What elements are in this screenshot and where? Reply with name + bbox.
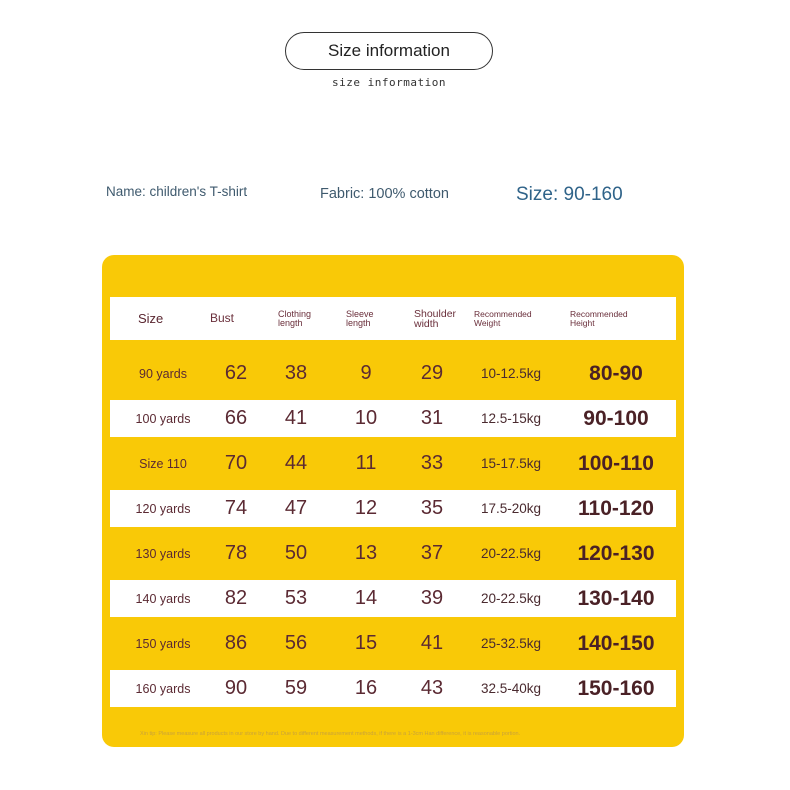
cell-clothing-length: 47 (284, 497, 308, 519)
cell-recommended-weight: 15-17.5kg (480, 456, 542, 471)
page-title-pill (285, 32, 493, 70)
cell-shoulder-width: 33 (420, 452, 444, 474)
cell-clothing-length: 44 (284, 452, 308, 474)
header-recommended-height: Recommended Height (570, 308, 628, 328)
cell-size: 140 yards (135, 591, 191, 606)
cell-recommended-weight: 17.5-20kg (480, 501, 542, 516)
table-row (110, 625, 676, 662)
cell-sleeve-length: 9 (360, 362, 372, 384)
cell-recommended-weight: 20-22.5kg (480, 546, 542, 561)
cell-shoulder-width: 31 (420, 407, 444, 429)
table-row (110, 355, 676, 392)
cell-sleeve-length: 15 (354, 632, 378, 654)
cell-recommended-height: 150-160 (577, 676, 655, 700)
page-subtitle: size information (332, 76, 446, 89)
cell-shoulder-width: 35 (420, 497, 444, 519)
cell-clothing-length: 41 (284, 407, 308, 429)
cell-sleeve-length: 11 (355, 452, 377, 474)
header-bust: Bust (210, 311, 235, 325)
cell-recommended-height: 100-110 (578, 451, 654, 475)
cell-recommended-weight: 25-32.5kg (480, 636, 542, 651)
cell-size: 130 yards (135, 546, 191, 561)
cell-size: Size 110 (139, 456, 187, 471)
table-row (110, 445, 676, 482)
cell-recommended-weight: 20-22.5kg (480, 591, 542, 606)
cell-size: 100 yards (135, 411, 191, 426)
cell-recommended-height: 90-100 (583, 406, 649, 430)
cell-bust: 62 (224, 362, 248, 384)
cell-size: 90 yards (139, 366, 187, 381)
cell-recommended-weight: 12.5-15kg (480, 411, 542, 426)
cell-bust: 86 (224, 632, 248, 654)
cell-clothing-length: 56 (284, 632, 308, 654)
cell-bust: 90 (224, 677, 248, 699)
table-row (110, 400, 676, 437)
page-title: Size information (328, 41, 450, 60)
cell-shoulder-width: 37 (420, 542, 444, 564)
cell-size: 150 yards (135, 636, 191, 651)
cell-recommended-weight: 32.5-40kg (480, 681, 542, 696)
cell-recommended-height: 110-120 (578, 496, 654, 520)
cell-bust: 82 (224, 587, 248, 609)
header-shoulder-width: Shoulder width (414, 307, 457, 330)
table-row (110, 490, 676, 527)
cell-recommended-height: 130-140 (577, 586, 655, 610)
product-name: Name: children's T-shirt (106, 184, 248, 199)
header-clothing-length: Clothing length (278, 308, 312, 328)
cell-sleeve-length: 14 (354, 587, 378, 609)
table-row (110, 535, 676, 572)
cell-clothing-length: 53 (284, 587, 308, 609)
cell-clothing-length: 38 (284, 362, 308, 384)
cell-shoulder-width: 39 (420, 587, 444, 609)
cell-size: 120 yards (135, 501, 191, 516)
header-size: Size (138, 311, 164, 326)
measurement-tip: Xin tip: Please measure all products in our store by hand. Due to different measurement methods, if there is a 1-3cm Han difference, it is reasonable portion. (140, 731, 521, 737)
cell-shoulder-width: 41 (420, 632, 444, 654)
cell-recommended-height: 80-90 (589, 361, 643, 385)
product-size-range: Size: 90-160 (516, 184, 623, 205)
cell-clothing-length: 50 (284, 542, 308, 564)
cell-sleeve-length: 10 (354, 407, 378, 429)
cell-recommended-height: 120-130 (577, 541, 655, 565)
cell-bust: 74 (224, 497, 248, 519)
cell-bust: 66 (224, 407, 248, 429)
cell-sleeve-length: 16 (354, 677, 378, 699)
header-recommended-weight: Recommended Weight (474, 308, 532, 328)
header-sleeve-length: Sleeve length (346, 308, 374, 328)
cell-recommended-weight: 10-12.5kg (480, 366, 542, 381)
table-row (110, 670, 676, 707)
cell-recommended-height: 140-150 (577, 631, 655, 655)
cell-bust: 78 (224, 542, 248, 564)
table-row (110, 580, 676, 617)
cell-bust: 70 (224, 452, 248, 474)
table-header-row (110, 297, 676, 340)
cell-sleeve-length: 12 (354, 497, 378, 519)
cell-shoulder-width: 43 (420, 677, 444, 699)
cell-size: 160 yards (135, 681, 191, 696)
cell-clothing-length: 59 (284, 677, 308, 699)
cell-shoulder-width: 29 (420, 362, 444, 384)
product-fabric: Fabric: 100% cotton (320, 186, 449, 202)
cell-sleeve-length: 13 (354, 542, 378, 564)
